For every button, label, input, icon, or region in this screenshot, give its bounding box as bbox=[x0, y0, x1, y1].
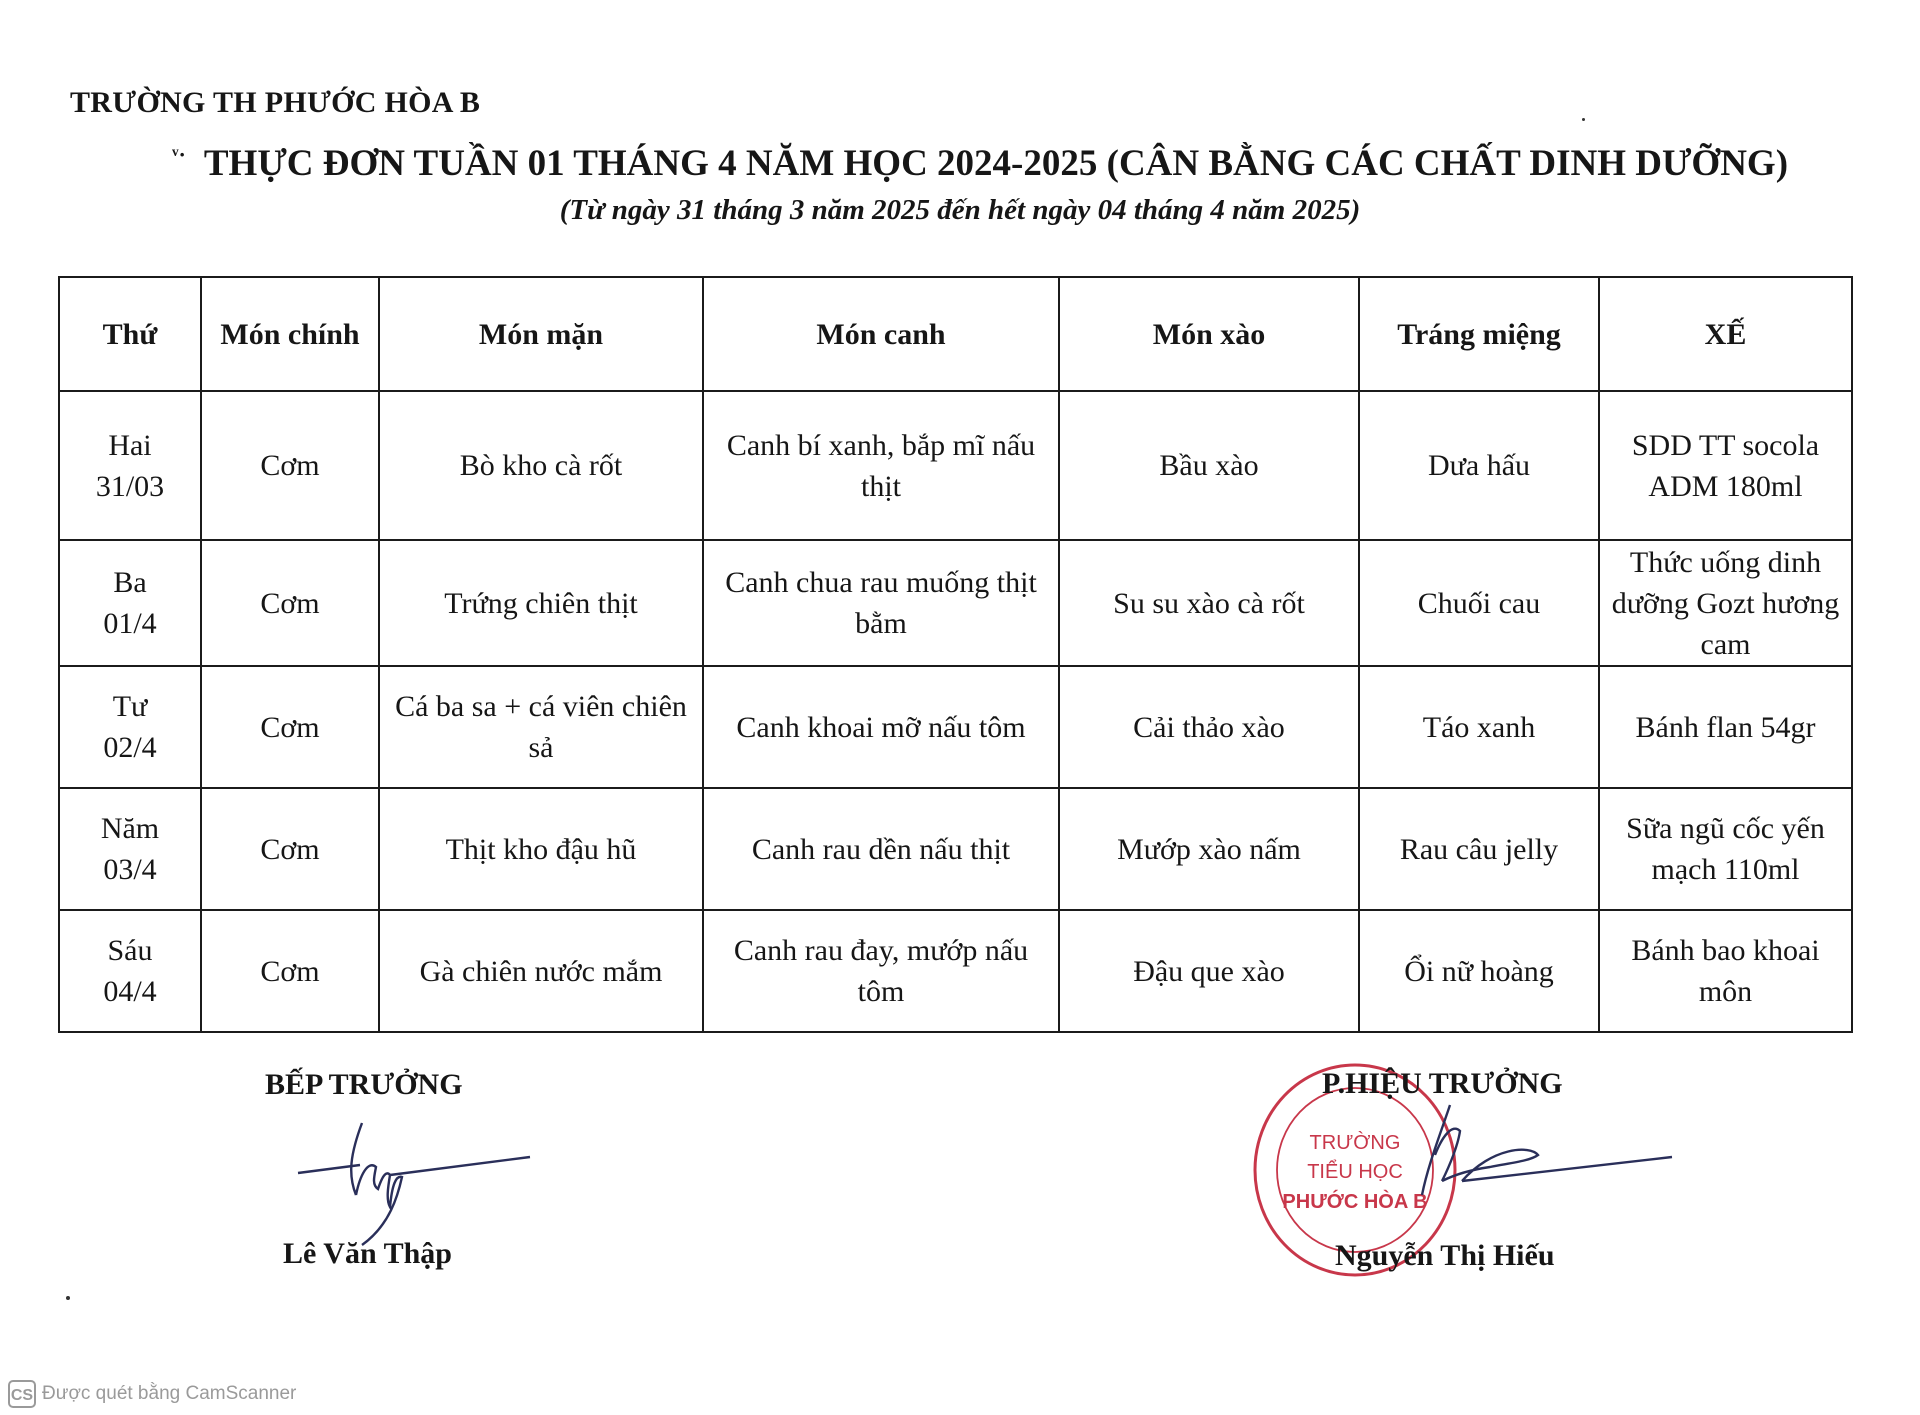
table-row bbox=[59, 540, 1852, 666]
main-dish-cell: Cơm bbox=[201, 540, 379, 666]
stir-fry-cell: Đậu que xào bbox=[1059, 910, 1359, 1032]
day-cell bbox=[59, 910, 201, 1032]
column-header-snack: XẾ bbox=[1599, 277, 1852, 391]
snack-cell: Bánh bao khoai môn bbox=[1599, 910, 1852, 1032]
head-chef-signature bbox=[290, 1115, 540, 1250]
camscanner-icon: CS bbox=[8, 1380, 36, 1408]
savory-dish-cell: Gà chiên nước mắm bbox=[379, 910, 703, 1032]
main-dish-cell: Cơm bbox=[201, 788, 379, 910]
column-header-soup: Món canh bbox=[703, 277, 1059, 391]
scan-speck bbox=[66, 1296, 70, 1300]
column-header-stir-fry: Món xào bbox=[1059, 277, 1359, 391]
savory-dish-cell: Trứng chiên thịt bbox=[379, 540, 703, 666]
snack-cell: Bánh flan 54gr bbox=[1599, 666, 1852, 788]
day-cell bbox=[59, 666, 201, 788]
soup-cell: Canh khoai mỡ nấu tôm bbox=[703, 666, 1059, 788]
head-chef-name: Lê Văn Thập bbox=[283, 1237, 452, 1270]
stir-fry-cell: Su su xào cà rốt bbox=[1059, 540, 1359, 666]
day-name: Tư bbox=[112, 690, 148, 723]
day-name: Sáu bbox=[107, 934, 153, 967]
savory-dish-cell: Cá ba sa + cá viên chiên sả bbox=[379, 666, 703, 788]
stir-fry-cell: Mướp xào nấm bbox=[1059, 788, 1359, 910]
snack-cell: Sữa ngũ cốc yến mạch 110ml bbox=[1599, 788, 1852, 910]
stamp-line-3: PHƯỚC HÒA B bbox=[1282, 1191, 1428, 1213]
dessert-cell: Táo xanh bbox=[1359, 666, 1599, 788]
table-row bbox=[59, 391, 1852, 540]
column-header-dessert: Tráng miệng bbox=[1359, 277, 1599, 391]
day-name: Năm bbox=[100, 812, 160, 845]
day-date: 03/4 bbox=[103, 853, 157, 886]
day-date: 31/03 bbox=[95, 469, 165, 503]
day-name: Hai bbox=[108, 428, 152, 462]
weekly-menu-table bbox=[58, 276, 1853, 1033]
day-cell bbox=[59, 788, 201, 910]
vice-principal-name: Nguyễn Thị Hiếu bbox=[1335, 1239, 1555, 1272]
dessert-cell: Ổi nữ hoàng bbox=[1359, 910, 1599, 1032]
day-cell bbox=[59, 391, 201, 540]
savory-dish-cell: Thịt kho đậu hũ bbox=[379, 788, 703, 910]
snack-cell: Thức uống dinh dưỡng Gozt hương cam bbox=[1599, 540, 1852, 666]
table-row bbox=[59, 788, 1852, 910]
soup-cell: Canh rau đay, mướp nấu tôm bbox=[703, 910, 1059, 1032]
day-date: 04/4 bbox=[103, 975, 157, 1008]
day-cell bbox=[59, 540, 201, 666]
stir-fry-cell: Cải thảo xào bbox=[1059, 666, 1359, 788]
main-dish-cell: Cơm bbox=[201, 391, 379, 540]
vice-principal-title: P.HIỆU TRƯỞNG bbox=[1322, 1067, 1563, 1100]
soup-cell: Canh bí xanh, bắp mĩ nấu thịt bbox=[703, 391, 1059, 540]
table-row bbox=[59, 910, 1852, 1032]
column-header-main-dish: Món chính bbox=[201, 277, 379, 391]
camscanner-text: Được quét bằng CamScanner bbox=[42, 1383, 297, 1404]
soup-cell: Canh rau dền nấu thịt bbox=[703, 788, 1059, 910]
vice-principal-signature bbox=[1380, 1085, 1680, 1235]
school-name: TRƯỜNG TH PHƯỚC HÒA B bbox=[70, 86, 481, 119]
main-dish-cell: Cơm bbox=[201, 666, 379, 788]
menu-title bbox=[0, 142, 1920, 185]
day-name: Ba bbox=[113, 566, 147, 599]
snack-cell: SDD TT socola ADM 180ml bbox=[1599, 391, 1852, 540]
column-header-day: Thứ bbox=[59, 277, 201, 391]
menu-title-text: THỰC ĐƠN TUẦN 01 THÁNG 4 NĂM HỌC 2024-2025 (CÂN BẰNG CÁC CHẤT DINH DƯỠNG) bbox=[203, 143, 1789, 184]
soup-cell: Canh chua rau muống thịt bằm bbox=[703, 540, 1059, 666]
column-header-savory-dish: Món mặn bbox=[379, 277, 703, 391]
date-range: (Từ ngày 31 tháng 3 năm 2025 đến hết ngày 04 tháng 4 năm 2025) bbox=[559, 194, 1361, 226]
stamp-line-2: TIỂU HỌC bbox=[1307, 1161, 1403, 1183]
scan-speck bbox=[1582, 118, 1585, 121]
stir-fry-cell: Bầu xào bbox=[1059, 391, 1359, 540]
table-row bbox=[59, 666, 1852, 788]
main-dish-cell: Cơm bbox=[201, 910, 379, 1032]
table-header-row bbox=[59, 277, 1852, 391]
dessert-cell: Dưa hấu bbox=[1359, 391, 1599, 540]
day-date: 01/4 bbox=[103, 607, 157, 640]
dessert-cell: Rau câu jelly bbox=[1359, 788, 1599, 910]
savory-dish-cell: Bò kho cà rốt bbox=[379, 391, 703, 540]
day-date: 02/4 bbox=[103, 731, 157, 764]
dessert-cell: Chuối cau bbox=[1359, 540, 1599, 666]
stamp-line-1: TRƯỜNG bbox=[1309, 1132, 1401, 1154]
head-chef-title: BẾP TRƯỞNG bbox=[265, 1068, 463, 1101]
camscanner-watermark bbox=[8, 1380, 296, 1408]
title-scan-mark: ᵛ· bbox=[171, 142, 186, 167]
